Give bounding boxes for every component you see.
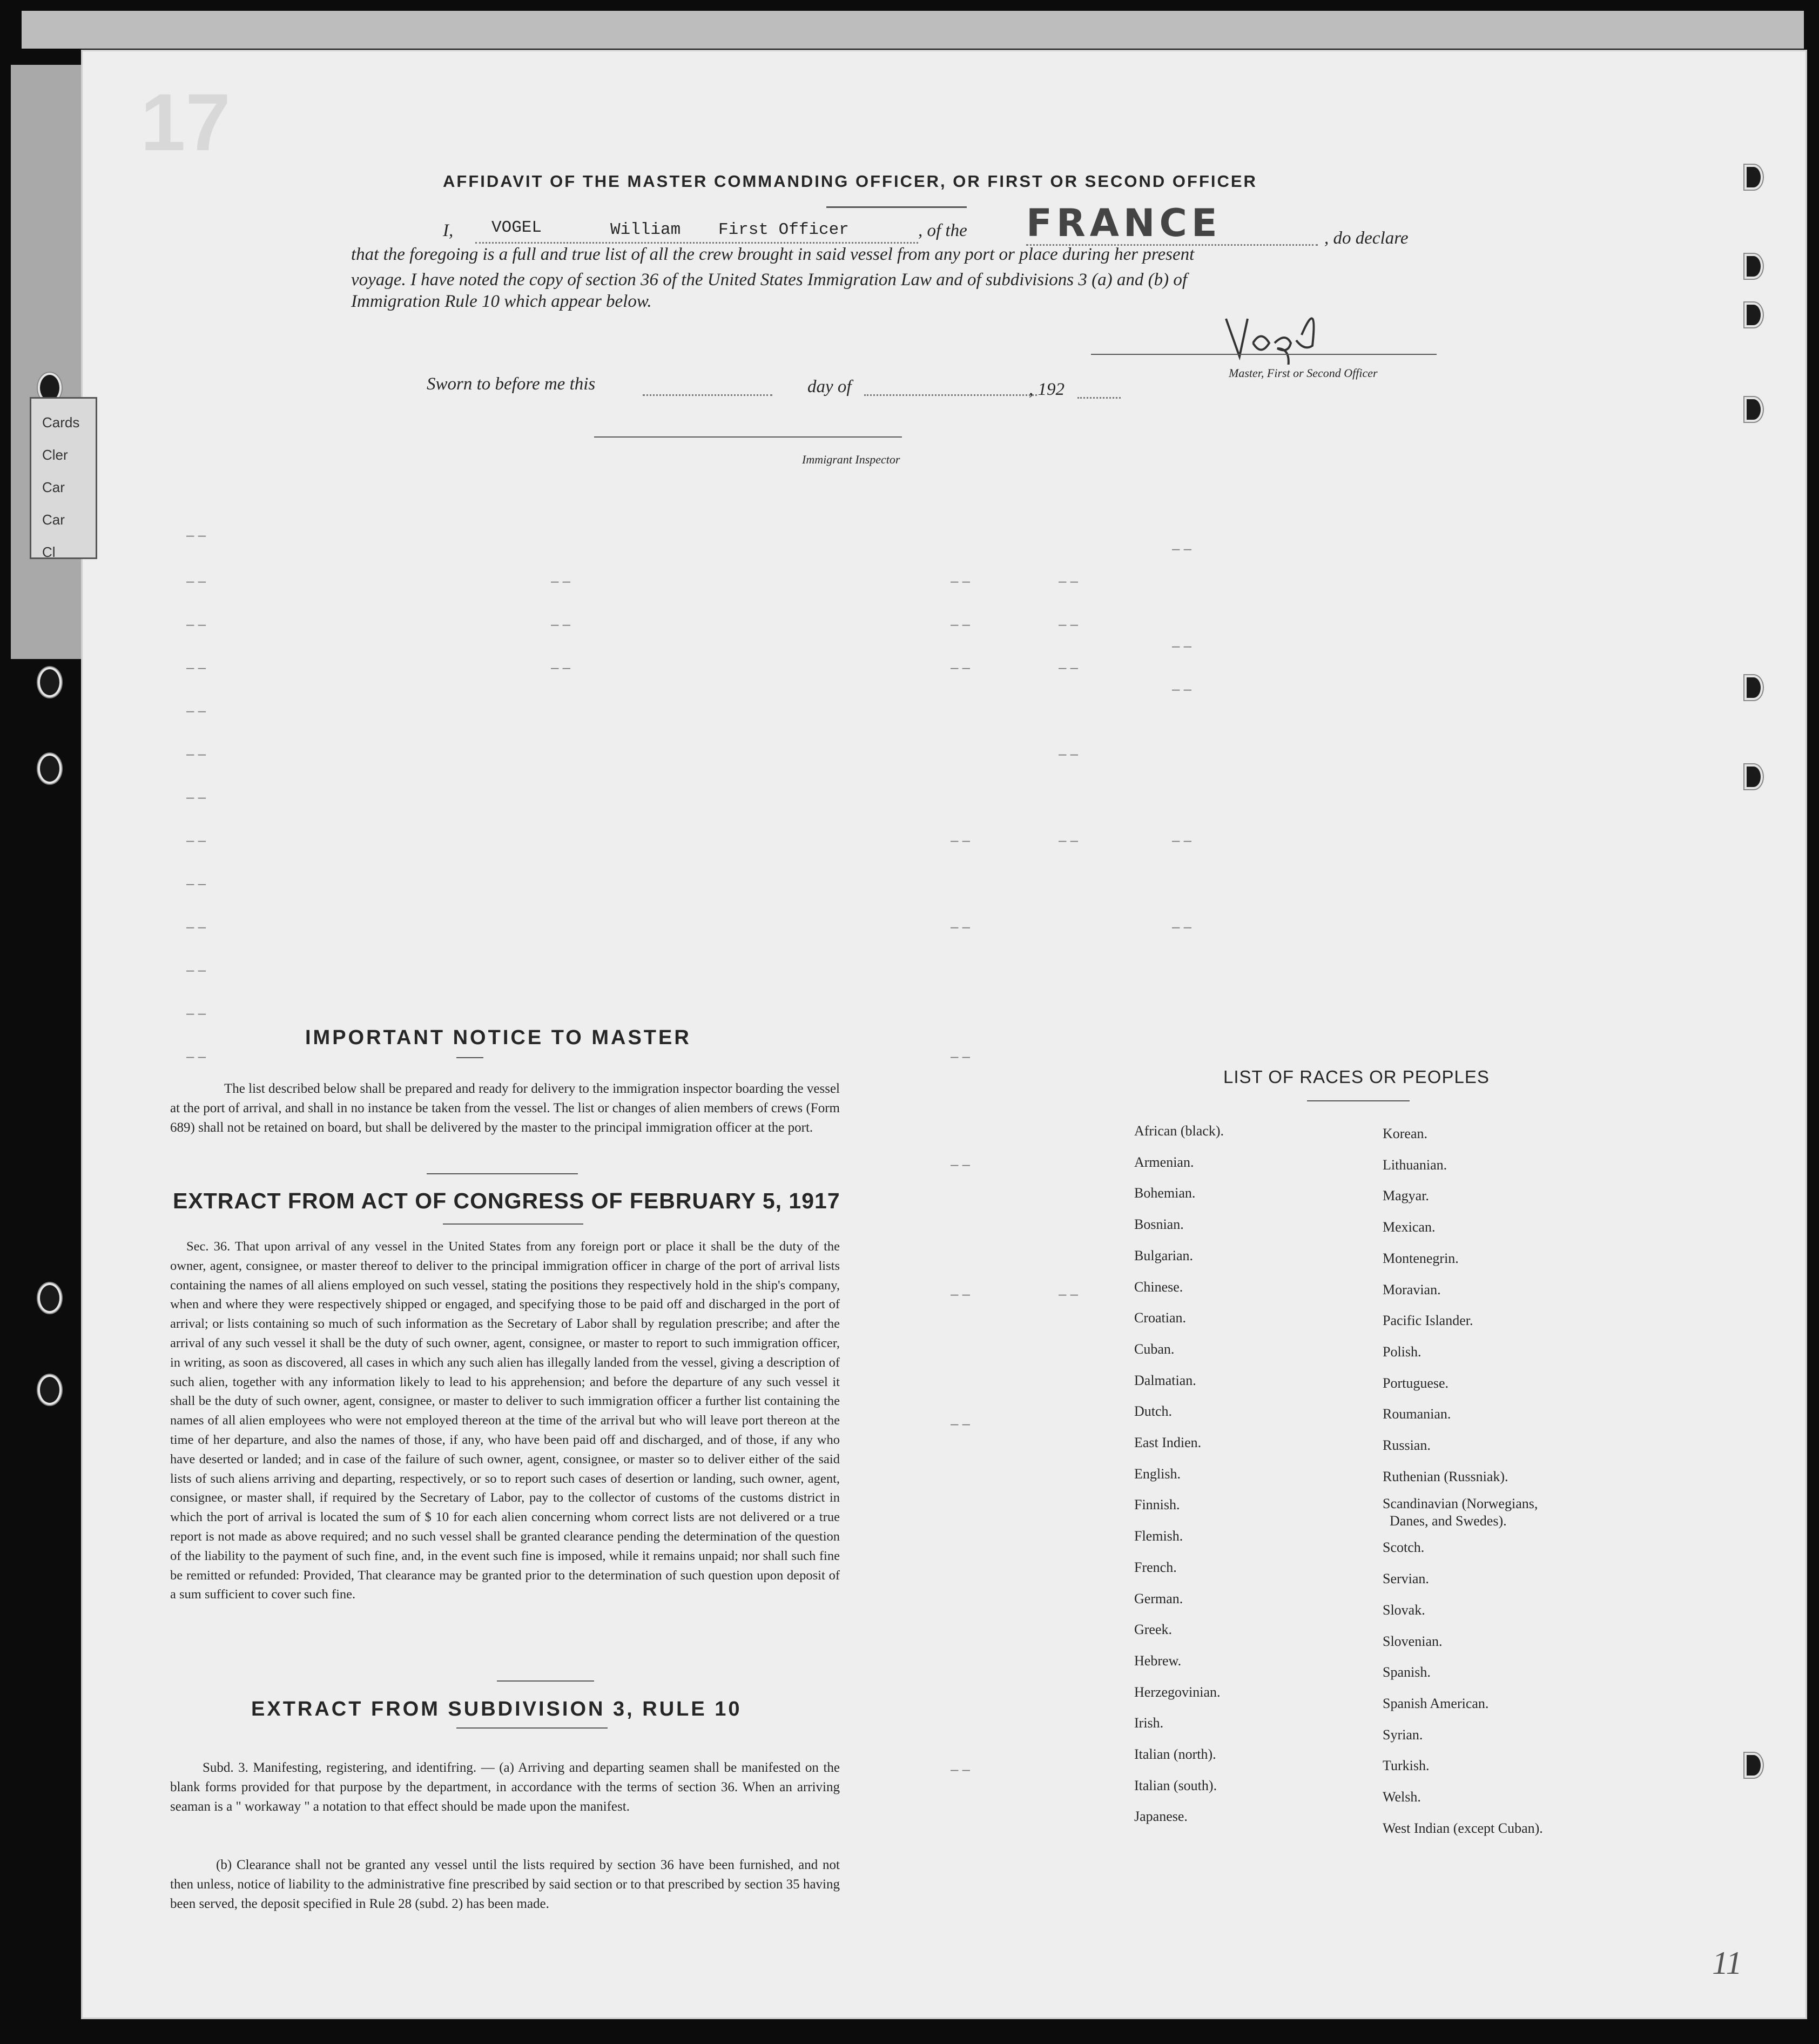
- race-item: French.: [1134, 1559, 1177, 1575]
- officer-signature: [1215, 305, 1350, 365]
- binder-hole: [1744, 165, 1763, 190]
- race-item: German.: [1134, 1590, 1183, 1606]
- race-item: Croatian.: [1134, 1310, 1187, 1326]
- declaration-pronoun: I,: [443, 221, 454, 240]
- race-item: Flemish.: [1134, 1528, 1183, 1544]
- race-item: Bohemian.: [1134, 1185, 1196, 1201]
- race-item: Magyar.: [1383, 1188, 1429, 1204]
- tab-line: Cl: [42, 544, 56, 560]
- race-item: Herzegovinian.: [1134, 1684, 1221, 1700]
- race-item: Italian (south).: [1134, 1777, 1217, 1793]
- race-item: Roumanian.: [1383, 1406, 1451, 1422]
- binder-hole: [38, 754, 62, 784]
- handwritten-page-number: 11: [1712, 1945, 1742, 1981]
- inspector-signature-line: [594, 436, 902, 438]
- race-item: Montenegrin.: [1383, 1250, 1459, 1266]
- race-item: Dalmatian.: [1134, 1372, 1196, 1388]
- binder-hole: [1744, 302, 1763, 327]
- race-item: Russian.: [1383, 1437, 1431, 1454]
- race-item: Ruthenian (Russniak).: [1383, 1468, 1508, 1484]
- race-item: Turkish.: [1383, 1758, 1430, 1774]
- race-item: Finnish.: [1134, 1497, 1180, 1513]
- binder-hole: [1744, 1753, 1763, 1778]
- year-label: , 192: [1029, 380, 1065, 399]
- tab-line: Car: [42, 479, 65, 495]
- sworn-year-line: [1077, 397, 1121, 399]
- declaration-of-the: , of the: [918, 221, 967, 240]
- races-heading: LIST OF RACES OR PEOPLES: [1223, 1067, 1490, 1087]
- binder-hole: [38, 1375, 62, 1405]
- races-heading-underline: [1307, 1100, 1410, 1101]
- races-left-column: [1134, 1115, 1224, 1832]
- notice-underline: [456, 1057, 483, 1058]
- race-item: African (black).: [1134, 1123, 1224, 1139]
- signature-line: [1091, 354, 1437, 355]
- sworn-day-line: [643, 394, 772, 396]
- race-item: Chinese.: [1134, 1279, 1183, 1295]
- race-item: Spanish.: [1383, 1664, 1431, 1680]
- race-item: Dutch.: [1134, 1403, 1173, 1420]
- rule-subdivision-b-text: (b) Clearance shall not be granted any vessel until the lists required by section 36 have been furnished, and not then unless, notice of liability to the administrative fine prescribed by said section or to that prescribed by section 35 having been served, the deposit specified in Rule 28 (subd. 2) has been made.: [170, 1858, 840, 1911]
- binder-hole: [1744, 675, 1763, 700]
- race-item: Pacific Islander.: [1383, 1313, 1473, 1329]
- declaration-line: Immigration Rule 10 which appear below.: [351, 292, 652, 311]
- race-item: Moravian.: [1383, 1281, 1441, 1297]
- race-item: Spanish American.: [1383, 1695, 1489, 1711]
- race-item: Welsh.: [1383, 1789, 1421, 1805]
- declaration-line: that the foregoing is a full and true list of all the crew brought in said vessel from any port or place during her present: [351, 245, 1195, 264]
- officer-rank: First Officer: [718, 220, 849, 239]
- race-item: Korean.: [1383, 1126, 1428, 1141]
- vessel-name-stamp: FRANCE: [1026, 201, 1222, 245]
- race-item: Lithuanian.: [1383, 1157, 1447, 1173]
- race-item: Greek.: [1134, 1622, 1173, 1638]
- rule-subdivision-a-text: Subd. 3. Manifesting, registering, and identifring. — (a) Arriving and departing seamen shall be manifested on the blank forms provided for that purpose by the department, in accordance with the terms of section 36. When an arriving seaman is a " workaway " a notation to that effect should be made upon the manifest.: [170, 1760, 840, 1814]
- tab-line: Cler: [42, 447, 68, 463]
- day-of-label: day of: [807, 377, 852, 396]
- race-item: Hebrew.: [1134, 1652, 1182, 1669]
- race-item: Scandinavian (Norwegians, Danes, and Swedes).: [1383, 1496, 1538, 1529]
- race-item: Scotch.: [1383, 1539, 1425, 1556]
- bleed-through-number: 17: [140, 77, 231, 167]
- act-heading-underline: [443, 1223, 583, 1225]
- signer-caption: Master, First or Second Officer: [1229, 366, 1378, 380]
- title-underline: [826, 206, 967, 208]
- declaration-do-declare: , do declare: [1324, 228, 1409, 248]
- sworn-month-line: [864, 394, 1037, 396]
- race-item: Armenian.: [1134, 1154, 1194, 1170]
- races-right-column: [1383, 1118, 1543, 1844]
- rule-extract-heading: EXTRACT FROM SUBDIVISION 3, RULE 10: [251, 1698, 742, 1720]
- act-section-36-text: Sec. 36. That upon arrival of any vessel in the United States from any foreign port or place it shall be the duty of the owner, agent, consignee, or master thereof to deliver to the principal immigration officer in charge of the port of arrival lists containing the names of all aliens employed on such vessel, stating the positions they respectively hold in the ship's company, when and where they were respectively shipped or engaged, and specifying those to be paid off and discharged in the port of arrival; or lists containing so much of such information as the Secretary of Labor shall by regulation prescribe; and after the arrival of any such vessel it shall be the duty of such owner, agent, consignee, or master to report to such immigration officer, in writing, as soon as discovered, all cases in which any such alien has illegally landed from the vessel, giving a description of such alien, together with any information likely to lead to his apprehension; and before the departure of any such vessel it shall be the duty of such owner, agent, consignee, or master to deliver to such immigration officer a further list containing the names of all alien employees who were not employed thereon at the time of the arrival but who will leave port thereon at the time of her departure, and also the names of those, if any, who have been paid off and discharged, and of those, if any who have deserted or landed; and in case of the failure of such owner, agent, consignee, or master so to deliver either of the said lists of such aliens arriving and departing, respectively, or so to report such cases of desertion or landing, such owner, agent, consignee, or master shall, if required by the Secretary of Labor, pay to the collector of customs of the customs district in which the port of arrival is located the sum of $ 10 for each alien concerning whom correct lists are not delivered or a true report is not made as above required; and no such vessel shall be granted clearance pending the determination of the question of the liability to the payment of such fine, and, in the event such fine is imposed, while it remains unpaid; nor shall such fine be remitted or refunded: Provided, That clearance may be granted prior to the determination of such question upon deposit of a sum sufficient to cover such fine.: [170, 1239, 840, 1602]
- race-item: Japanese.: [1134, 1808, 1188, 1825]
- tab-line: Cards: [42, 414, 80, 431]
- binder-hole: [38, 1283, 62, 1313]
- binder-hole: [1744, 397, 1763, 422]
- binder-hole: [1744, 254, 1763, 279]
- underlying-sheet-edge: [22, 11, 1804, 49]
- tab-line: Car: [42, 512, 65, 528]
- act-separator: [497, 1680, 594, 1682]
- race-item: Syrian.: [1383, 1726, 1423, 1743]
- binder-hole: [1744, 764, 1763, 789]
- affidavit-title: AFFIDAVIT OF THE MASTER COMMANDING OFFICER, OR FIRST OR SECOND OFFICER: [443, 172, 1257, 191]
- race-item: Italian (north).: [1134, 1746, 1216, 1763]
- race-item: Polish.: [1383, 1343, 1421, 1360]
- race-item: Mexican.: [1383, 1219, 1436, 1235]
- underlying-sheet-strip: [11, 65, 92, 659]
- race-item: Slovak.: [1383, 1602, 1425, 1618]
- inspector-caption: Immigrant Inspector: [802, 453, 900, 466]
- race-item: English.: [1134, 1465, 1181, 1482]
- binder-hole: [38, 667, 62, 697]
- race-item: Servian.: [1383, 1571, 1429, 1587]
- race-item: Portuguese.: [1383, 1375, 1449, 1391]
- index-tab-card: [30, 397, 97, 559]
- declaration-line: voyage. I have noted the copy of section 36 of the United States Immigration Law and of subdivisions 3 (a) and (b) of: [351, 270, 1188, 290]
- officer-given-name: William: [610, 220, 681, 239]
- race-item: Bulgarian.: [1134, 1247, 1194, 1263]
- race-item: East Indien.: [1134, 1435, 1202, 1451]
- notice-separator: [427, 1173, 578, 1174]
- race-item: Cuban.: [1134, 1341, 1175, 1357]
- race-item: West Indian (except Cuban).: [1383, 1820, 1543, 1836]
- race-item: Bosnian.: [1134, 1216, 1184, 1233]
- rule-heading-underline: [456, 1727, 608, 1729]
- officer-surname: VOGEL: [491, 218, 542, 237]
- notice-text: The list described below shall be prepared and ready for delivery to the immigration inspector boarding the vessel at the port of arrival, and shall in no instance be taken from the vessel. The list or changes of alien members of crews (Form 689) shall not be retained on board, but shall be delivered by the master to the principal immigration officer at the port.: [170, 1081, 840, 1135]
- race-item: Slovenian.: [1383, 1633, 1443, 1649]
- race-item: Irish.: [1134, 1715, 1164, 1731]
- act-extract-heading: EXTRACT FROM ACT OF CONGRESS OF FEBRUARY 5, 1917: [173, 1188, 840, 1213]
- sworn-to-label: Sworn to before me this: [427, 374, 596, 394]
- notice-heading: IMPORTANT NOTICE TO MASTER: [305, 1026, 691, 1049]
